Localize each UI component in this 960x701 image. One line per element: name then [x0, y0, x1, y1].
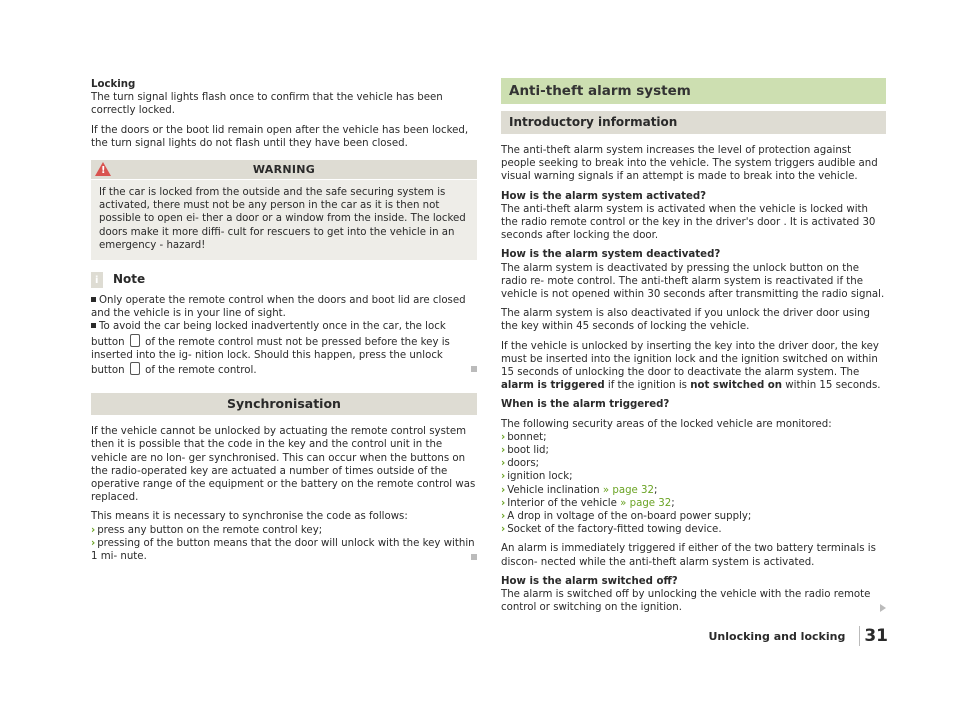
note-header — [91, 270, 477, 290]
arrow-bullet-icon: › — [501, 431, 506, 443]
qa-block: How is the alarm system deactivated? The alarm system is deactivated by pressing the unlock button on the radio re- mote control. The anti-theft alarm system is reactivated if the vehicle is not opened within 30 seconds after transmitting the radio signal. — [501, 249, 885, 301]
qa-block: How is the alarm system activated? The anti-theft alarm system is activated when the vehicle is locked with the radio remote control or the key in the driver's door . It is activated 30 seconds after locking the door. — [501, 190, 876, 242]
note-title: Note — [113, 272, 146, 287]
bullet-square-icon — [91, 323, 96, 328]
intro-text: The anti-theft alarm system increases the level of protection against people seeking to break into the vehicle. The system triggers audible and visual warning signals if an attempt is made to break into the vehicle. — [501, 145, 878, 183]
arrow-bullet-icon: › — [501, 471, 506, 483]
monitored-list — [501, 431, 886, 537]
body-text: If the vehicle is unlocked by inserting the key into the driver door, the key must be inserted into the ignition lock and the ignition switched on within 15 seconds of unlocking the door to deactivate the alarm system. The alarm is triggered if the ignition is not switched on within 15 seconds. — [501, 340, 881, 392]
arrow-bullet-icon: › — [91, 537, 96, 549]
continue-arrow-icon — [880, 604, 886, 612]
locking-block — [91, 78, 477, 118]
qa-block: How is the alarm switched off? The alarm is switched off by unlocking the vehicle with the radio remote control or switching on the ignition. — [501, 575, 886, 615]
section-end-icon — [471, 554, 477, 560]
alarm-heading: Anti-theft alarm system — [501, 78, 886, 104]
section-end-icon — [471, 366, 477, 372]
warning-body: If the car is locked from the outside and the safe securing system is activated, there must not be any person in the car as it is then not possible to open ei- ther a door or a window from the inside. The locked doors make it more diffi- cult for rescuers to get into the vehicle in an emergency - hazard! — [91, 180, 477, 260]
info-icon — [91, 272, 103, 288]
sync-text: If the vehicle cannot be unlocked by actuating the remote control system then it is possible that the code in the key and the control unit in the vehicle are no lon- ger synchronised. This can occur when the buttons on the radio-operated key are actuated a number of times outside of the operative range of the equipment or the battery on the remote control was replaced. — [91, 426, 476, 504]
locking-title: Locking — [91, 79, 136, 90]
list-item: › bonnet; — [501, 431, 547, 443]
list-item: › A drop in voltage of the on-board power supply; — [501, 511, 752, 523]
lock-button-icon — [130, 334, 140, 347]
warning-icon — [95, 162, 111, 176]
list-item: › Socket of the factory-fitted towing device. — [501, 524, 722, 536]
body-text: The alarm system is also deactivated if you unlock the driver door using the key within 45 seconds of locking the vehicle. — [501, 308, 870, 333]
right-column — [501, 78, 886, 621]
sync-list — [91, 524, 477, 564]
page-number: 31 — [859, 626, 888, 646]
sync-heading: Synchronisation — [91, 393, 477, 415]
warning-header — [91, 160, 477, 179]
note-item: To avoid the car being locked inadvertently once in the car, the lock button of the remote control must not be pressed before the key is inserted into the ig- nition lock. Should this happen, press the unlock button of the remote control. — [91, 320, 477, 377]
sync-text-2: This means it is necessary to synchronise the code as follows: — [91, 511, 408, 523]
list-item: › pressing of the button means that the door will unlock with the key within 1 mi- nute. — [91, 537, 477, 563]
footer-section: Unlocking and locking — [708, 629, 846, 643]
list-item: › ignition lock; — [501, 471, 573, 483]
list-item: › Interior of the vehicle » page 32; — [501, 497, 675, 509]
page-link[interactable]: » page 32 — [602, 484, 655, 496]
list-item: › doors; — [501, 458, 540, 470]
locking-text-2: If the doors or the boot lid remain open after the vehicle has been locked, the turn signal lights do not flash until they have been closed. — [91, 124, 469, 149]
list-item: › press any button on the remote control key; — [91, 524, 323, 536]
arrow-bullet-icon: › — [501, 484, 506, 496]
unlock-button-icon — [130, 362, 140, 375]
bullet-square-icon — [91, 297, 96, 302]
locking-text: The turn signal lights flash once to confirm that the vehicle has been correctly locked. — [91, 92, 443, 117]
page-footer — [708, 626, 888, 646]
left-column — [91, 78, 477, 569]
intro-subheading: Introductory information — [501, 111, 886, 134]
body-text: The following security areas of the locked vehicle are monitored: — [501, 418, 832, 430]
page-link[interactable]: » page 32 — [620, 497, 672, 509]
body-text: An alarm is immediately triggered if either of the two battery terminals is discon- nected while the anti-theft alarm system is activated. — [501, 543, 876, 568]
question: When is the alarm triggered? — [501, 399, 670, 411]
arrow-bullet-icon: › — [501, 458, 506, 470]
note-item: Only operate the remote control when the doors and boot lid are closed and the vehicle is in your line of sight. — [91, 295, 466, 320]
list-item: › boot lid; — [501, 445, 549, 457]
warning-title: WARNING — [252, 162, 316, 176]
arrow-bullet-icon: › — [501, 445, 506, 457]
arrow-bullet-icon: › — [501, 511, 506, 523]
arrow-bullet-icon: › — [501, 497, 506, 509]
arrow-bullet-icon: › — [501, 524, 506, 536]
arrow-bullet-icon: › — [91, 524, 96, 536]
list-item: › Vehicle inclination » page 32; — [501, 484, 658, 496]
